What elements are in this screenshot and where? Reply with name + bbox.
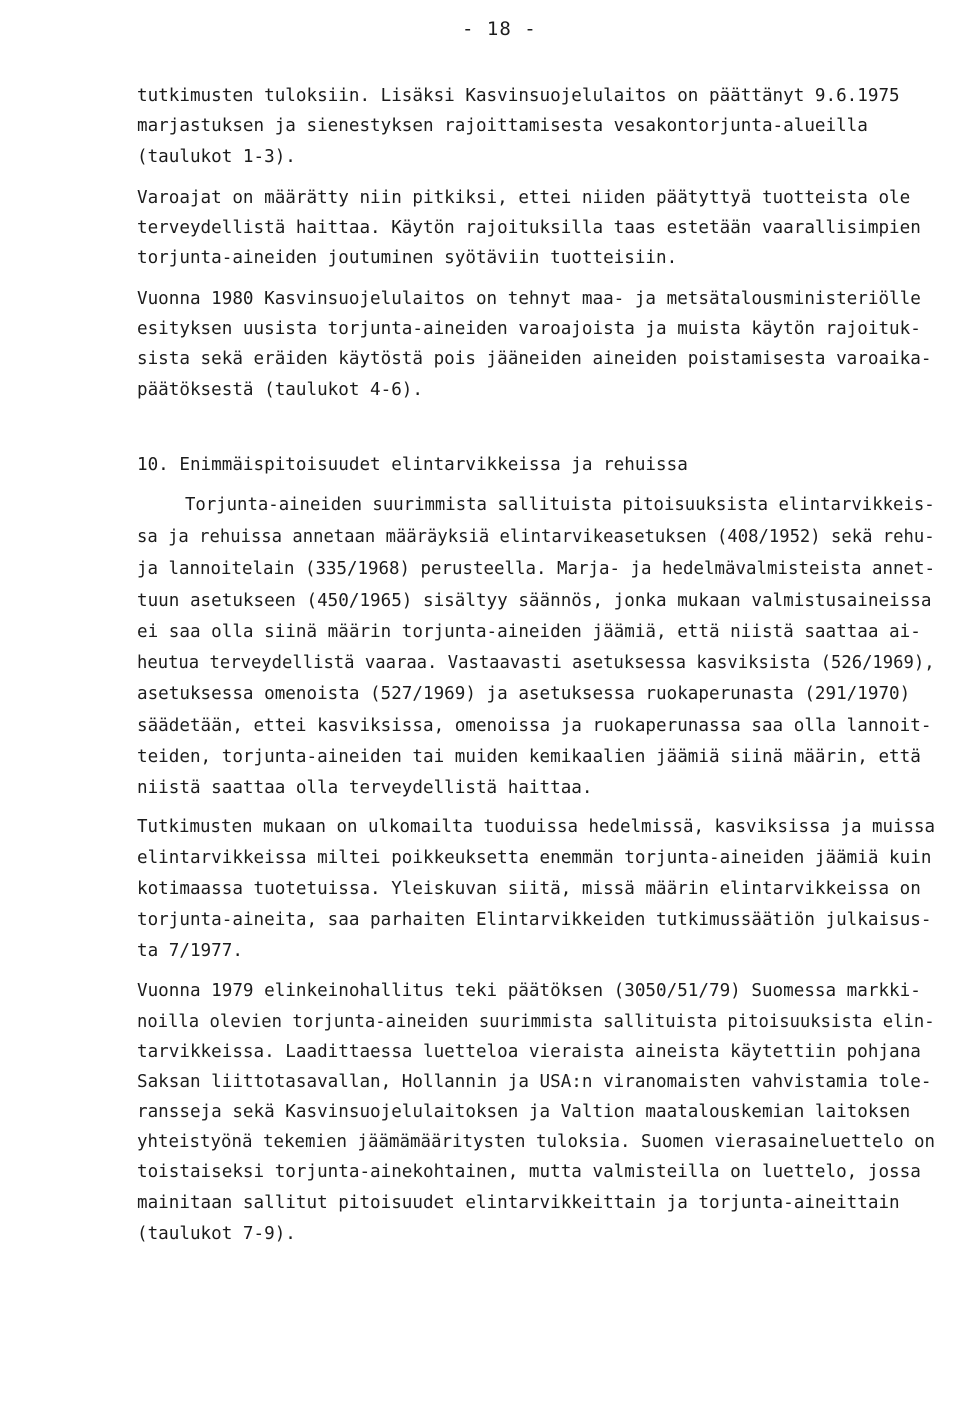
- text-line: tuun asetukseen (450/1965) sisältyy säännös, jonka mukaan valmistusaineissa: [137, 591, 932, 611]
- text-line: Vuonna 1980 Kasvinsuojelulaitos on tehnyt maa- ja metsätalousministeriölle: [137, 289, 921, 309]
- text-line: yhteistyönä tekemien jäämämääritysten tuloksia. Suomen vierasaineluettelo on: [137, 1132, 936, 1152]
- page-number: - 18 -: [462, 18, 537, 40]
- text-line: tutkimusten tuloksiin. Lisäksi Kasvinsuojelulaitos on päättänyt 9.6.1975: [137, 86, 900, 106]
- text-line: tarvikkeissa. Laadittaessa luetteloa vieraista aineista käytettiin pohjana: [137, 1042, 921, 1062]
- text-line: Torjunta-aineiden suurimmista sallituista pitoisuuksista elintarvikkeis-: [185, 495, 935, 515]
- text-line: toistaiseksi torjunta-ainekohtainen, mutta valmisteilla on luettelo, jossa: [137, 1162, 921, 1182]
- text-line: terveydellistä haittaa. Käytön rajoituksilla taas estetään vaarallisimpien: [137, 218, 921, 238]
- text-line: Saksan liittotasavallan, Hollannin ja USA:n viranomaisten vahvistamia tole-: [137, 1072, 932, 1092]
- text-line: (taulukot 7-9).: [137, 1224, 296, 1244]
- text-line: mainitaan sallitut pitoisuudet elintarvikkeittain ja torjunta-aineittain: [137, 1193, 900, 1213]
- text-line: ja lannoitelain (335/1968) perusteella. Marja- ja hedelmävalmisteista annet-: [137, 559, 936, 579]
- text-line: teiden, torjunta-aineiden tai muiden kemikaalien jäämiä siinä määrin, että: [137, 747, 921, 767]
- text-line: noilla olevien torjunta-aineiden suurimmista sallituista pitoisuuksista elin-: [137, 1012, 935, 1032]
- text-line: päätöksestä (taulukot 4-6).: [137, 380, 423, 400]
- text-line: Varoajat on määrätty niin pitkiksi, ettei niiden päätyttyä tuotteista ole: [137, 188, 911, 208]
- text-line: kotimaassa tuotetuissa. Yleiskuvan siitä, missä määrin elintarvikkeissa on: [137, 879, 921, 899]
- text-line: elintarvikkeissa miltei poikkeuksetta enemmän torjunta-aineiden jäämiä kuin: [137, 848, 932, 868]
- text-line: ransseja sekä Kasvinsuojelulaitoksen ja Valtion maatalouskemian laitoksen: [137, 1102, 911, 1122]
- text-line: (taulukot 1-3).: [137, 147, 296, 167]
- text-line: marjastuksen ja sienestyksen rajoittamisesta vesakontorjunta-alueilla: [137, 116, 868, 136]
- text-line: torjunta-aineiden joutuminen syötäviin tuotteisiin.: [137, 248, 678, 268]
- text-line: heutua terveydellistä vaaraa. Vastaavasti asetuksessa kasviksista (526/1969),: [137, 653, 935, 673]
- text-line: torjunta-aineita, saa parhaiten Elintarvikkeiden tutkimussäätiön julkaisus-: [137, 910, 932, 930]
- text-line: 10. Enimmäispitoisuudet elintarvikkeissa ja rehuissa: [137, 455, 688, 475]
- text-line: sa ja rehuissa annetaan määräyksiä elintarvikeasetuksen (408/1952) sekä rehu-: [137, 527, 935, 547]
- text-line: niistä saattaa olla terveydellistä haittaa.: [137, 778, 593, 798]
- text-line: Tutkimusten mukaan on ulkomailta tuoduissa hedelmissä, kasviksissa ja muissa: [137, 817, 936, 837]
- text-line: asetuksessa omenoista (527/1969) ja asetuksessa ruokaperunasta (291/1970): [137, 684, 911, 704]
- text-line: ta 7/1977.: [137, 941, 243, 961]
- text-line: sista sekä eräiden käytöstä pois jääneiden aineiden poistamisesta varoaika-: [137, 349, 932, 369]
- text-line: säädetään, ettei kasviksissa, omenoissa ja ruokaperunassa saa olla lannoit-: [137, 716, 932, 736]
- text-line: Vuonna 1979 elinkeinohallitus teki päätöksen (3050/51/79) Suomessa markki-: [137, 981, 921, 1001]
- text-line: ei saa olla siinä määrin torjunta-aineiden jäämiä, että niistä saattaa ai-: [137, 622, 921, 642]
- text-line: esityksen uusista torjunta-aineiden varoajoista ja muista käytön rajoituk-: [137, 319, 921, 339]
